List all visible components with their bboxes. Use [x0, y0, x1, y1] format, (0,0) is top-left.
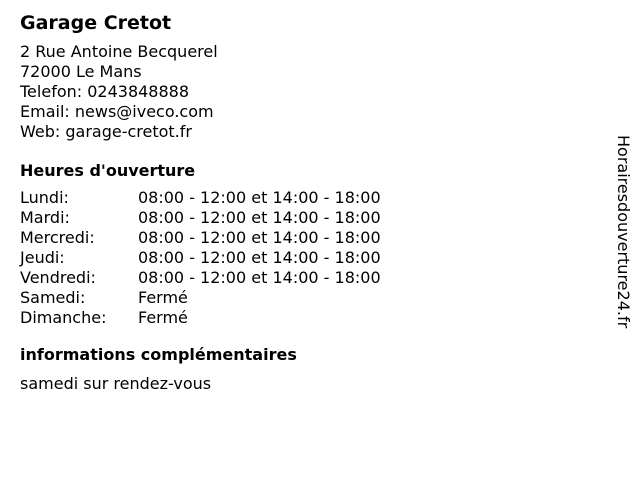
day-label: Vendredi: — [20, 268, 96, 287]
day-label: Dimanche: — [20, 308, 107, 327]
hours-row-monday — [20, 188, 600, 208]
hours-row-sunday — [20, 308, 600, 328]
info-text: samedi sur rendez-vous — [20, 374, 212, 393]
postal-city: 72000 Le Mans — [20, 62, 142, 81]
address-block — [20, 42, 600, 142]
day-label: Lundi: — [20, 188, 69, 207]
hours-row-wednesday — [20, 228, 600, 248]
day-label: Samedi: — [20, 288, 86, 307]
day-hours: 08:00 - 12:00 et 14:00 - 18:00 — [138, 268, 381, 287]
day-label: Jeudi: — [20, 248, 65, 267]
street-address: 2 Rue Antoine Becquerel — [20, 42, 218, 61]
day-hours: 08:00 - 12:00 et 14:00 - 18:00 — [138, 208, 381, 227]
day-label: Mercredi: — [20, 228, 95, 247]
day-hours: 08:00 - 12:00 et 14:00 - 18:00 — [138, 228, 381, 247]
hours-row-friday — [20, 268, 600, 288]
phone-line: Telefon: 0243848888 — [20, 82, 190, 101]
business-name: Garage Cretot — [20, 12, 172, 34]
hours-table — [20, 188, 600, 328]
email-line: Email: news@iveco.com — [20, 102, 214, 121]
day-hours: Fermé — [138, 288, 188, 307]
day-hours: 08:00 - 12:00 et 14:00 - 18:00 — [138, 188, 381, 207]
hours-row-thursday — [20, 248, 600, 268]
info-heading: informations complémentaires — [20, 345, 297, 364]
hours-heading: Heures d'ouverture — [20, 161, 196, 180]
day-hours: Fermé — [138, 308, 188, 327]
hours-row-saturday — [20, 288, 600, 308]
web-line: Web: garage-cretot.fr — [20, 122, 192, 141]
day-hours: 08:00 - 12:00 et 14:00 - 18:00 — [138, 248, 381, 267]
hours-row-tuesday — [20, 208, 600, 228]
business-card — [20, 10, 600, 394]
side-brand-watermark: Horairesdouverture24.fr — [614, 135, 633, 329]
day-label: Mardi: — [20, 208, 70, 227]
